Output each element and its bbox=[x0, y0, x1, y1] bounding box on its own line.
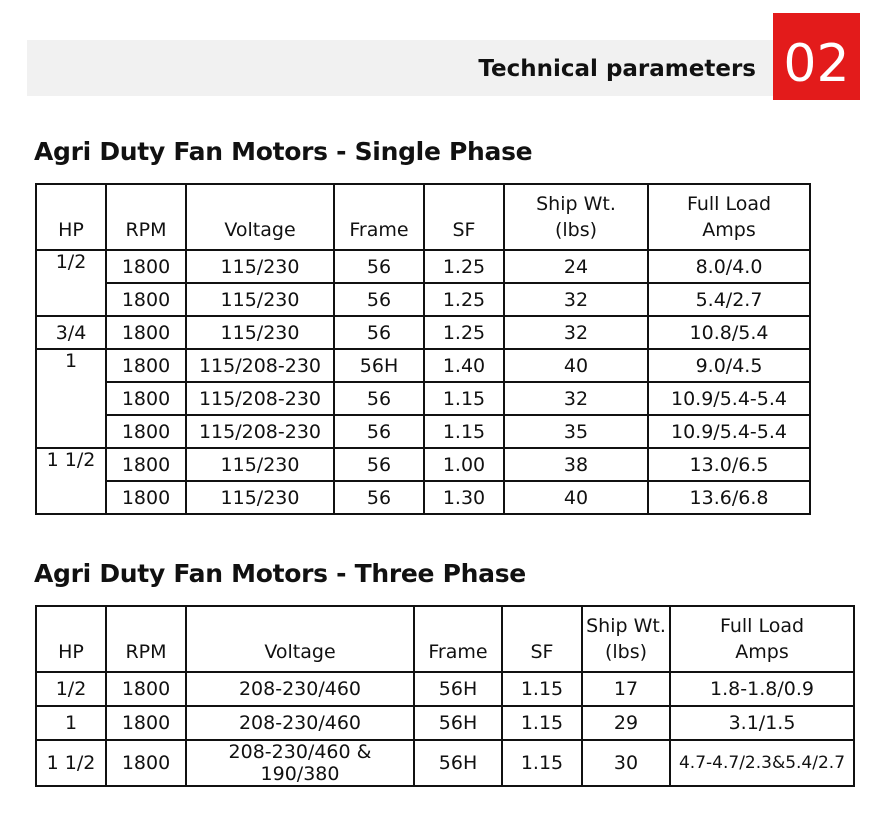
voltage-cell: 208-230/460 bbox=[186, 706, 414, 740]
rpm-cell: 1800 bbox=[106, 481, 186, 514]
ship-weight-cell: 35 bbox=[504, 415, 648, 448]
table-row bbox=[36, 415, 810, 448]
sf-cell: 1.15 bbox=[502, 740, 582, 786]
frame-cell: 56H bbox=[334, 349, 424, 382]
voltage-cell: 208-230/460 & 190/380 bbox=[186, 740, 414, 786]
table-header-row bbox=[36, 184, 810, 250]
hp-cell: 1/2 bbox=[36, 250, 106, 316]
three-phase-title: Agri Duty Fan Motors - Three Phase bbox=[34, 559, 526, 588]
column-header-ship-weight bbox=[582, 606, 670, 672]
frame-cell: 56 bbox=[334, 415, 424, 448]
amps-cell: 10.8/5.4 bbox=[648, 316, 810, 349]
ship-weight-cell: 29 bbox=[582, 706, 670, 740]
section-number-badge: 02 bbox=[773, 13, 860, 100]
frame-cell: 56H bbox=[414, 740, 502, 786]
single-phase-title: Agri Duty Fan Motors - Single Phase bbox=[34, 137, 533, 166]
rpm-cell: 1800 bbox=[106, 672, 186, 706]
hp-cell: 1 bbox=[36, 349, 106, 448]
ship-weight-line2: (lbs) bbox=[604, 641, 648, 663]
sf-cell: 1.15 bbox=[502, 672, 582, 706]
amps-cell: 8.0/4.0 bbox=[648, 250, 810, 283]
full-load-line2: Amps bbox=[702, 219, 756, 241]
column-header-voltage: Voltage bbox=[186, 606, 414, 672]
amps-cell: 4.7-4.7/2.3&5.4/2.7 bbox=[670, 740, 854, 786]
ship-weight-cell: 32 bbox=[504, 283, 648, 316]
column-header-frame: Frame bbox=[334, 184, 424, 250]
column-header-rpm: RPM bbox=[106, 606, 186, 672]
ship-weight-line2: (lbs) bbox=[554, 219, 598, 241]
voltage-cell: 115/230 bbox=[186, 481, 334, 514]
amps-cell: 13.0/6.5 bbox=[648, 448, 810, 481]
rpm-cell: 1800 bbox=[106, 415, 186, 448]
frame-cell: 56 bbox=[334, 481, 424, 514]
rpm-cell: 1800 bbox=[106, 706, 186, 740]
ship-weight-cell: 38 bbox=[504, 448, 648, 481]
sf-cell: 1.30 bbox=[424, 481, 504, 514]
amps-cell: 10.9/5.4-5.4 bbox=[648, 382, 810, 415]
full-load-line2: Amps bbox=[735, 641, 789, 663]
column-header-frame: Frame bbox=[414, 606, 502, 672]
hp-cell: 3/4 bbox=[36, 316, 106, 349]
ship-weight-cell: 17 bbox=[582, 672, 670, 706]
three-phase-table bbox=[35, 605, 855, 787]
ship-weight-cell: 32 bbox=[504, 382, 648, 415]
rpm-cell: 1800 bbox=[106, 250, 186, 283]
sf-cell: 1.15 bbox=[424, 415, 504, 448]
table-row bbox=[36, 481, 810, 514]
rpm-cell: 1800 bbox=[106, 283, 186, 316]
amps-cell: 1.8-1.8/0.9 bbox=[670, 672, 854, 706]
table-row bbox=[36, 316, 810, 349]
single-phase-table bbox=[35, 183, 811, 515]
table-row bbox=[36, 706, 854, 740]
sf-cell: 1.25 bbox=[424, 250, 504, 283]
sf-cell: 1.15 bbox=[424, 382, 504, 415]
frame-cell: 56 bbox=[334, 283, 424, 316]
voltage-cell: 115/208-230 bbox=[186, 349, 334, 382]
table-header-row bbox=[36, 606, 854, 672]
column-header-full-load-amps bbox=[648, 184, 810, 250]
voltage-cell: 115/230 bbox=[186, 316, 334, 349]
ship-weight-cell: 40 bbox=[504, 481, 648, 514]
table-row bbox=[36, 448, 810, 481]
frame-cell: 56 bbox=[334, 250, 424, 283]
sf-cell: 1.25 bbox=[424, 283, 504, 316]
table-row bbox=[36, 349, 810, 382]
full-load-line1: Full Load bbox=[686, 193, 772, 215]
column-header-hp: HP bbox=[36, 606, 106, 672]
column-header-ship-weight bbox=[504, 184, 648, 250]
hp-cell: 1/2 bbox=[36, 672, 106, 706]
ship-weight-cell: 32 bbox=[504, 316, 648, 349]
ship-weight-cell: 30 bbox=[582, 740, 670, 786]
frame-cell: 56H bbox=[414, 706, 502, 740]
table-row bbox=[36, 740, 854, 786]
ship-weight-line1: Ship Wt. bbox=[536, 193, 616, 215]
column-header-hp: HP bbox=[36, 184, 106, 250]
voltage-cell: 208-230/460 bbox=[186, 672, 414, 706]
rpm-cell: 1800 bbox=[106, 448, 186, 481]
table-row bbox=[36, 283, 810, 316]
amps-cell: 13.6/6.8 bbox=[648, 481, 810, 514]
voltage-cell: 115/230 bbox=[186, 448, 334, 481]
column-header-rpm: RPM bbox=[106, 184, 186, 250]
voltage-cell: 115/230 bbox=[186, 283, 334, 316]
column-header-sf: SF bbox=[502, 606, 582, 672]
table-row bbox=[36, 382, 810, 415]
rpm-cell: 1800 bbox=[106, 316, 186, 349]
hp-cell: 1 bbox=[36, 706, 106, 740]
sf-cell: 1.40 bbox=[424, 349, 504, 382]
frame-cell: 56 bbox=[334, 316, 424, 349]
page-title: Technical parameters bbox=[478, 56, 756, 82]
table-row bbox=[36, 250, 810, 283]
hp-cell: 1 1/2 bbox=[36, 740, 106, 786]
voltage-cell: 115/208-230 bbox=[186, 382, 334, 415]
frame-cell: 56H bbox=[414, 672, 502, 706]
ship-weight-cell: 40 bbox=[504, 349, 648, 382]
table-row bbox=[36, 672, 854, 706]
frame-cell: 56 bbox=[334, 448, 424, 481]
column-header-sf: SF bbox=[424, 184, 504, 250]
voltage-cell: 115/230 bbox=[186, 250, 334, 283]
amps-cell: 9.0/4.5 bbox=[648, 349, 810, 382]
rpm-cell: 1800 bbox=[106, 349, 186, 382]
voltage-cell: 115/208-230 bbox=[186, 415, 334, 448]
sf-cell: 1.15 bbox=[502, 706, 582, 740]
ship-weight-cell: 24 bbox=[504, 250, 648, 283]
sf-cell: 1.00 bbox=[424, 448, 504, 481]
column-header-full-load-amps bbox=[670, 606, 854, 672]
rpm-cell: 1800 bbox=[106, 740, 186, 786]
amps-cell: 3.1/1.5 bbox=[670, 706, 854, 740]
rpm-cell: 1800 bbox=[106, 382, 186, 415]
amps-cell: 5.4/2.7 bbox=[648, 283, 810, 316]
ship-weight-line1: Ship Wt. bbox=[586, 615, 666, 637]
column-header-voltage: Voltage bbox=[186, 184, 334, 250]
amps-cell: 10.9/5.4-5.4 bbox=[648, 415, 810, 448]
sf-cell: 1.25 bbox=[424, 316, 504, 349]
hp-cell: 1 1/2 bbox=[36, 448, 106, 514]
frame-cell: 56 bbox=[334, 382, 424, 415]
full-load-line1: Full Load bbox=[719, 615, 805, 637]
